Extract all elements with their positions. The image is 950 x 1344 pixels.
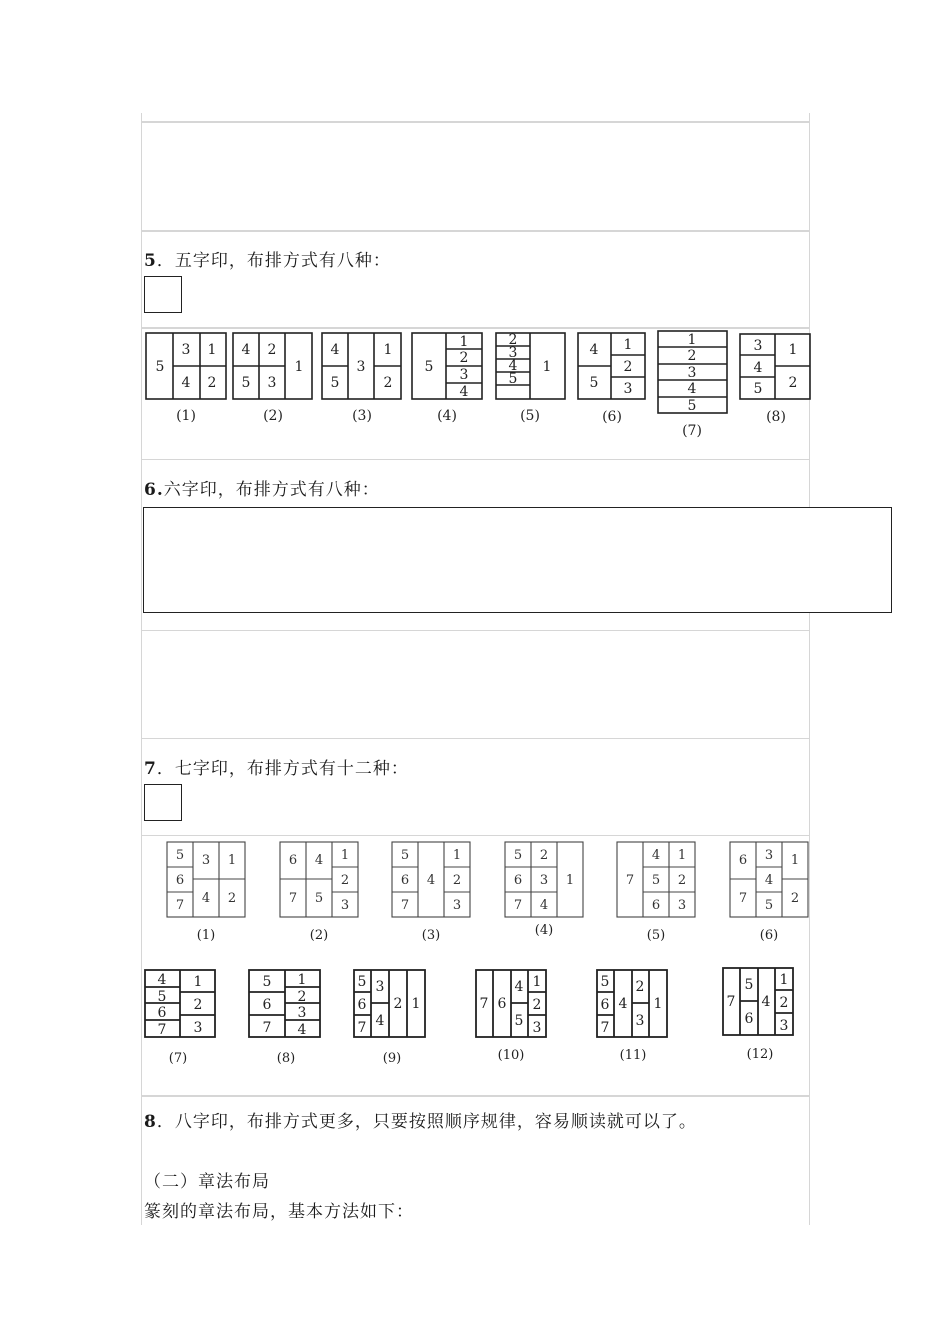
svg-text:7: 7: [738, 891, 748, 906]
svg-text:4: 4: [514, 979, 524, 995]
svg-text:6: 6: [738, 853, 748, 868]
svg-text:1: 1: [687, 332, 697, 348]
svg-text:4: 4: [761, 994, 771, 1010]
section-6-number: 6.: [144, 480, 164, 500]
svg-text:1: 1: [779, 972, 789, 988]
caption-7-10: (10): [497, 1048, 525, 1063]
svg-text:4: 4: [330, 342, 340, 358]
placeholder-box-7: [144, 784, 182, 821]
svg-text:6: 6: [175, 873, 185, 888]
svg-text:1: 1: [383, 342, 393, 358]
svg-text:7: 7: [262, 1020, 272, 1036]
svg-text:6: 6: [357, 997, 367, 1013]
svg-text:7: 7: [357, 1020, 367, 1036]
svg-text:5: 5: [508, 371, 518, 387]
seal-5-layout-8: [740, 334, 810, 399]
svg-text:7: 7: [600, 1020, 610, 1036]
svg-text:3: 3: [539, 873, 549, 888]
svg-text:1: 1: [297, 972, 307, 988]
seal-5-layout-2: [233, 333, 312, 399]
svg-text:6: 6: [157, 1005, 167, 1021]
svg-text:2: 2: [532, 997, 542, 1013]
svg-text:4: 4: [539, 898, 549, 913]
section-8-paragraph: [144, 1107, 697, 1132]
svg-text:5: 5: [400, 848, 410, 863]
caption-7-5: (5): [646, 928, 666, 943]
svg-text:1: 1: [411, 996, 421, 1012]
chapter-heading: （二）章法布局: [144, 1172, 270, 1192]
svg-text:1: 1: [294, 359, 304, 375]
svg-text:5: 5: [330, 375, 340, 391]
svg-text:5: 5: [262, 974, 272, 990]
svg-text:4: 4: [687, 381, 697, 397]
svg-text:4: 4: [241, 342, 251, 358]
section-6-text: 六字印，布排方式有八种：: [163, 480, 380, 500]
page-frame-5: [141, 630, 810, 739]
svg-text:4: 4: [375, 1013, 385, 1029]
svg-text:3: 3: [635, 1013, 645, 1029]
svg-text:5: 5: [764, 898, 774, 913]
page-frame-6: [141, 738, 810, 836]
seal-5-layout-4: [412, 333, 482, 400]
svg-text:2: 2: [779, 995, 789, 1011]
seal-7-layout-7: [145, 970, 215, 1037]
svg-text:4: 4: [618, 996, 628, 1012]
svg-text:2: 2: [677, 873, 687, 888]
svg-text:3: 3: [267, 375, 277, 391]
svg-text:5: 5: [589, 375, 599, 391]
svg-text:4: 4: [651, 848, 661, 863]
svg-text:2: 2: [227, 891, 237, 906]
svg-text:5: 5: [357, 974, 367, 990]
svg-text:7: 7: [513, 898, 523, 913]
svg-text:3: 3: [677, 898, 687, 913]
svg-text:4: 4: [297, 1022, 307, 1038]
svg-text:1: 1: [790, 853, 800, 868]
svg-text:3: 3: [532, 1020, 542, 1036]
svg-text:3: 3: [508, 345, 518, 361]
svg-text:3: 3: [764, 848, 774, 863]
svg-text:6: 6: [497, 996, 507, 1012]
section-8-text: ．八字印，布排方式更多，只要按照顺序规律，容易顺读就可以了。: [156, 1112, 697, 1132]
svg-text:3: 3: [201, 853, 211, 868]
seven-char-seal-diagrams: [0, 835, 950, 1075]
section-5-text: ．五字印，布排方式有八种：: [156, 251, 391, 271]
svg-text:5: 5: [157, 989, 167, 1005]
svg-text:3: 3: [193, 1020, 203, 1036]
svg-text:3: 3: [340, 898, 350, 913]
caption-7-3: (3): [421, 928, 441, 943]
svg-text:1: 1: [193, 974, 203, 990]
svg-text:2: 2: [393, 996, 403, 1012]
seal-5-layout-3: [322, 333, 401, 399]
svg-text:4: 4: [201, 891, 211, 906]
svg-text:3: 3: [687, 365, 697, 381]
svg-text:2: 2: [452, 873, 462, 888]
section-7-heading: [144, 754, 409, 779]
svg-text:3: 3: [356, 359, 366, 375]
svg-text:1: 1: [677, 848, 687, 863]
svg-text:5: 5: [155, 359, 165, 375]
caption-7-1: (1): [196, 928, 216, 943]
caption-7-12: (12): [746, 1047, 774, 1062]
svg-text:6: 6: [744, 1011, 754, 1027]
svg-text:1: 1: [227, 853, 237, 868]
svg-text:4: 4: [764, 873, 774, 888]
svg-text:2: 2: [623, 359, 633, 375]
svg-text:2: 2: [539, 848, 549, 863]
five-char-seal-diagrams: [0, 325, 950, 465]
svg-text:2: 2: [790, 891, 800, 906]
svg-text:1: 1: [653, 996, 663, 1012]
svg-text:6: 6: [288, 853, 298, 868]
svg-text:1: 1: [565, 873, 575, 888]
svg-text:7: 7: [625, 873, 635, 888]
svg-text:7: 7: [400, 898, 410, 913]
svg-text:5: 5: [753, 381, 763, 397]
svg-text:2: 2: [297, 989, 307, 1005]
svg-text:3: 3: [375, 979, 385, 995]
svg-text:2: 2: [508, 332, 518, 348]
caption-5-5: (5): [520, 408, 540, 424]
seal-5-layout-5: [496, 332, 565, 399]
svg-text:5: 5: [424, 359, 434, 375]
svg-text:1: 1: [532, 974, 542, 990]
caption-7-7: (7): [168, 1051, 188, 1066]
svg-text:5: 5: [651, 873, 661, 888]
section-8-number: 8: [144, 1112, 157, 1132]
svg-text:5: 5: [744, 977, 754, 993]
svg-text:1: 1: [788, 342, 798, 358]
svg-text:2: 2: [788, 375, 798, 391]
svg-text:6: 6: [513, 873, 523, 888]
svg-text:7: 7: [157, 1022, 167, 1038]
caption-5-3: (3): [352, 408, 372, 424]
svg-text:6: 6: [600, 997, 610, 1013]
svg-text:4: 4: [426, 873, 436, 888]
svg-text:3: 3: [779, 1018, 789, 1034]
caption-7-4: (4): [534, 923, 554, 938]
section-5-heading: [144, 246, 391, 271]
caption-5-1: (1): [176, 408, 196, 424]
svg-text:2: 2: [207, 375, 217, 391]
svg-text:3: 3: [753, 338, 763, 354]
caption-7-11: (11): [619, 1048, 647, 1063]
svg-text:4: 4: [314, 853, 324, 868]
svg-text:5: 5: [687, 398, 697, 414]
svg-text:2: 2: [383, 375, 393, 391]
svg-text:1: 1: [623, 337, 633, 353]
svg-text:2: 2: [687, 348, 697, 364]
svg-text:7: 7: [479, 996, 489, 1012]
page-frame-1: [141, 121, 810, 231]
caption-5-8: (8): [766, 409, 786, 425]
svg-text:1: 1: [207, 342, 217, 358]
svg-text:5: 5: [241, 375, 251, 391]
section-6-heading: [144, 475, 380, 500]
svg-text:5: 5: [175, 848, 185, 863]
svg-text:3: 3: [459, 367, 469, 383]
section-7-text: ．七字印，布排方式有十二种：: [156, 759, 409, 779]
caption-7-9: (9): [382, 1051, 402, 1066]
svg-text:5: 5: [600, 974, 610, 990]
svg-text:4: 4: [753, 360, 763, 376]
svg-text:2: 2: [267, 342, 277, 358]
caption-5-2: (2): [263, 408, 283, 424]
svg-text:1: 1: [542, 359, 552, 375]
section-5-number: 5: [144, 251, 157, 271]
section-7-number: 7: [144, 759, 157, 779]
caption-5-7: (7): [682, 423, 702, 439]
svg-text:4: 4: [157, 972, 167, 988]
svg-text:7: 7: [288, 891, 298, 906]
svg-text:4: 4: [181, 375, 191, 391]
svg-text:2: 2: [459, 350, 469, 366]
svg-text:7: 7: [175, 898, 185, 913]
svg-text:3: 3: [297, 1005, 307, 1021]
caption-7-8: (8): [276, 1051, 296, 1066]
svg-text:4: 4: [589, 342, 599, 358]
svg-text:3: 3: [181, 342, 191, 358]
placeholder-box-6: [143, 507, 892, 613]
seal-5-layout-1: [146, 333, 226, 399]
svg-text:7: 7: [726, 994, 736, 1010]
seal-5-layout-6: [578, 333, 645, 399]
caption-7-6: (6): [759, 928, 779, 943]
svg-text:2: 2: [340, 873, 350, 888]
svg-text:5: 5: [513, 848, 523, 863]
svg-text:5: 5: [514, 1013, 524, 1029]
svg-text:4: 4: [508, 358, 518, 374]
svg-text:4: 4: [459, 384, 469, 400]
svg-text:6: 6: [262, 997, 272, 1013]
svg-text:2: 2: [193, 997, 203, 1013]
caption-7-2: (2): [309, 928, 329, 943]
seal-5-layout-7: [658, 331, 727, 414]
svg-text:1: 1: [459, 334, 469, 350]
svg-text:5: 5: [314, 891, 324, 906]
svg-text:1: 1: [452, 848, 462, 863]
svg-text:1: 1: [340, 848, 350, 863]
svg-text:6: 6: [651, 898, 661, 913]
caption-5-4: (4): [437, 408, 457, 424]
chapter-body: 篆刻的章法布局，基本方法如下：: [144, 1202, 414, 1222]
svg-text:6: 6: [400, 873, 410, 888]
svg-text:2: 2: [635, 979, 645, 995]
caption-5-6: (6): [602, 409, 622, 425]
svg-text:3: 3: [452, 898, 462, 913]
placeholder-box-5: [144, 276, 182, 313]
seal-7-layout-8: [249, 970, 320, 1037]
svg-text:3: 3: [623, 381, 633, 397]
